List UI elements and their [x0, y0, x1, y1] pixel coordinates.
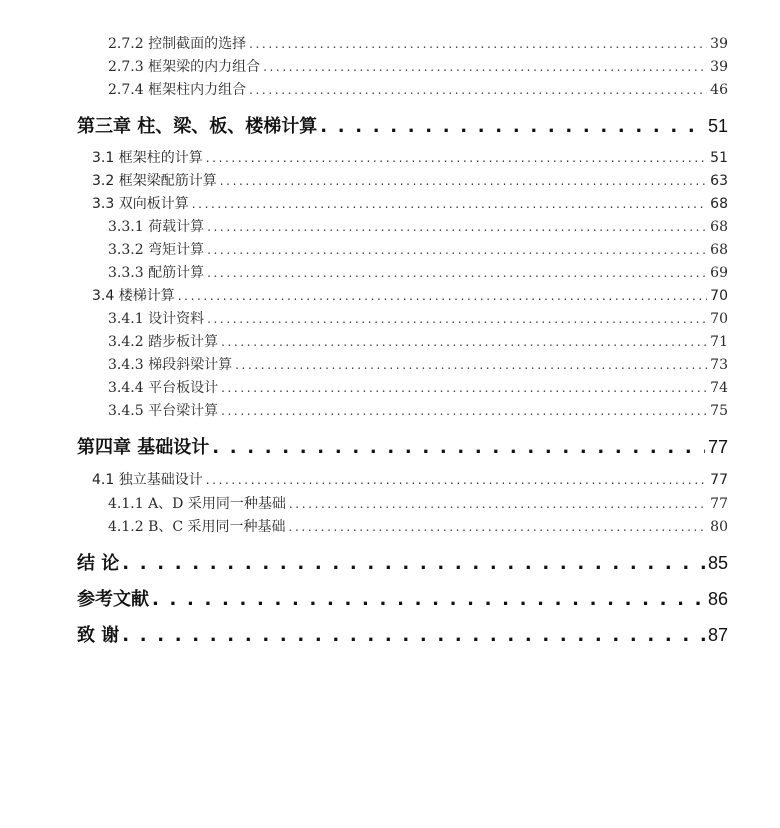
- dot-leader: [235, 355, 707, 375]
- toc-entry-title: 3.3.2 弯矩计算: [108, 242, 205, 258]
- toc-entry-3-4-1[interactable]: [108, 309, 728, 329]
- toc-entry-page: 75: [710, 403, 728, 419]
- toc-entry-3-4-4[interactable]: [108, 378, 728, 398]
- dot-leader: [221, 378, 707, 398]
- toc-entry-title: 3.3 双向板计算: [92, 196, 189, 212]
- toc-entry-title: 3.4.3 梯段斜梁计算: [108, 357, 233, 373]
- dot-leader: [249, 34, 707, 54]
- toc-entry-title: 结 论: [77, 553, 120, 574]
- toc-entry-page: 86: [707, 589, 728, 609]
- toc-entry-2-7-2[interactable]: [108, 34, 728, 54]
- toc-entry-page: 71: [710, 334, 728, 350]
- dot-leader: [207, 217, 707, 237]
- dot-leader: [192, 194, 707, 214]
- toc-entry-page: 85: [707, 553, 728, 573]
- toc-entry-2-7-3[interactable]: [108, 57, 728, 77]
- toc-entry-page: 69: [710, 265, 728, 281]
- dot-leader: [249, 80, 707, 100]
- toc-entry-page: 73: [710, 357, 728, 373]
- toc-entry-page: 70: [710, 288, 728, 304]
- toc-entry-title: 3.2 框架梁配筋计算: [92, 173, 217, 189]
- toc-entry-3-3-1[interactable]: [108, 217, 728, 237]
- toc-entry-page: 68: [710, 219, 728, 235]
- dot-leader: [206, 148, 707, 168]
- toc-entry-3-4-3[interactable]: [108, 355, 728, 375]
- toc-entry-title: 3.4 楼梯计算: [92, 288, 175, 304]
- toc-entry-page: 70: [710, 311, 728, 327]
- toc-entry-title: 4.1.2 B、C 采用同一种基础: [108, 519, 286, 535]
- toc-entry-title: 3.3.3 配筋计算: [108, 265, 205, 281]
- toc-entry-title: 3.4.1 设计资料: [108, 311, 205, 327]
- toc-entry-title: 3.4.2 踏步板计算: [108, 334, 219, 350]
- toc-entry-page: 51: [710, 150, 728, 166]
- toc-entry-page: 51: [707, 116, 728, 136]
- toc-entry-3-4-2[interactable]: [108, 332, 728, 352]
- toc-entry-page: 87: [707, 625, 728, 645]
- toc-entry-page: 46: [710, 82, 728, 98]
- toc-entry-page: 63: [710, 173, 728, 189]
- toc-entry-page: 68: [710, 242, 728, 258]
- toc-entry-page: 39: [710, 36, 728, 52]
- toc-entry-title: 第四章 基础设计: [77, 437, 210, 458]
- toc-entry-page: 74: [710, 380, 728, 396]
- toc-entry-3-3-2[interactable]: [108, 240, 728, 260]
- toc-entry-title: 2.7.2 控制截面的选择: [108, 36, 247, 52]
- dot-leader: [152, 587, 705, 612]
- toc-entry-3-3[interactable]: [92, 194, 728, 214]
- toc-entry-page: 39: [710, 59, 728, 75]
- dot-leader: [212, 435, 705, 460]
- toc-references[interactable]: [77, 586, 728, 612]
- dot-leader: [122, 623, 705, 648]
- toc-entry-4-1-1[interactable]: [108, 494, 728, 514]
- toc-entry-title: 3.4.5 平台梁计算: [108, 403, 219, 419]
- dot-leader: [320, 114, 705, 139]
- toc-entry-page: 80: [710, 519, 728, 535]
- toc-entry-title: 3.1 框架柱的计算: [92, 150, 203, 166]
- toc-entry-3-3-3[interactable]: [108, 263, 728, 283]
- toc-entry-3-2[interactable]: [92, 171, 728, 191]
- toc-chapter-4[interactable]: [77, 434, 728, 460]
- toc-entry-title: 3.4.4 平台板设计: [108, 380, 219, 396]
- dot-leader: [207, 309, 707, 329]
- toc-conclusion[interactable]: [77, 550, 728, 576]
- toc-entry-title: 3.3.1 荷载计算: [108, 219, 205, 235]
- toc-entry-title: 4.1.1 A、D 采用同一种基础: [108, 496, 286, 512]
- dot-leader: [207, 263, 707, 283]
- dot-leader: [207, 240, 707, 260]
- toc-entry-title: 2.7.3 框架梁的内力组合: [108, 59, 261, 75]
- toc-entry-4-1[interactable]: [92, 470, 728, 490]
- toc-entry-page: 68: [710, 196, 728, 212]
- toc-entry-page: 77: [710, 496, 728, 512]
- dot-leader: [263, 57, 707, 77]
- dot-leader: [221, 332, 707, 352]
- toc-acknowledgements[interactable]: [77, 622, 728, 648]
- toc-entry-3-4[interactable]: [92, 286, 728, 306]
- toc-entry-page: 77: [710, 472, 728, 488]
- toc-entry-page: 77: [707, 437, 728, 457]
- toc-entry-title: 2.7.4 框架柱内力组合: [108, 82, 247, 98]
- toc-entry-title: 4.1 独立基础设计: [92, 472, 203, 488]
- toc-entry-4-1-2[interactable]: [108, 517, 728, 537]
- dot-leader: [206, 470, 707, 490]
- dot-leader: [289, 517, 708, 537]
- toc-chapter-3[interactable]: [77, 113, 728, 139]
- dot-leader: [221, 401, 707, 421]
- toc-entry-3-4-5[interactable]: [108, 401, 728, 421]
- toc-entry-title: 参考文献: [77, 589, 149, 610]
- dot-leader: [220, 171, 707, 191]
- dot-leader: [289, 494, 707, 514]
- toc-entry-2-7-4[interactable]: [108, 80, 728, 100]
- toc-entry-3-1[interactable]: [92, 148, 728, 168]
- toc-entry-title: 致 谢: [77, 625, 120, 646]
- toc-entry-title: 第三章 柱、梁、板、楼梯计算: [77, 116, 318, 137]
- dot-leader: [122, 551, 705, 576]
- dot-leader: [178, 286, 707, 306]
